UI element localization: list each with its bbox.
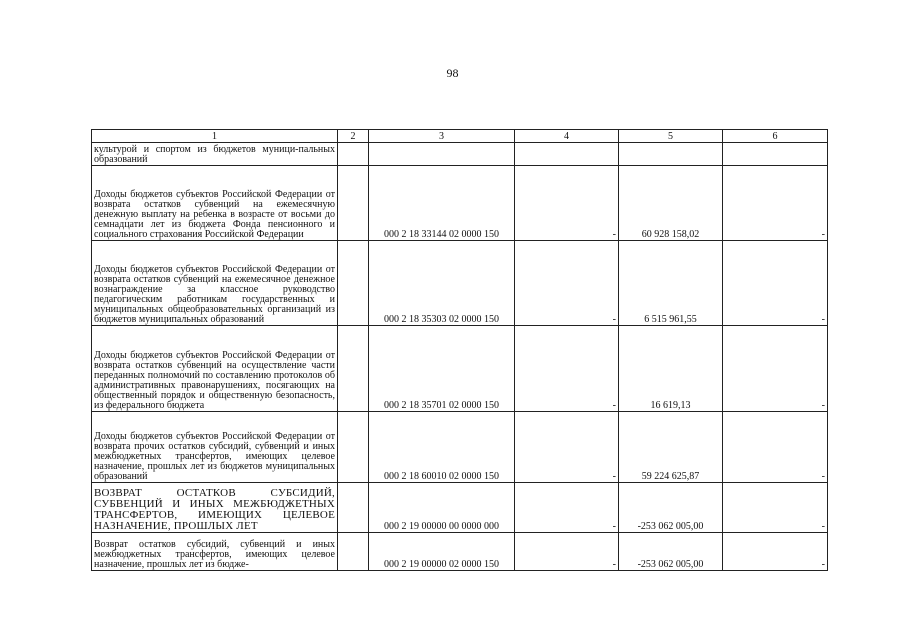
row-code: 000 2 18 35303 02 0000 150	[369, 241, 515, 326]
row-description: Доходы бюджетов субъектов Российской Федерации от возврата остатков субвенций на осуществление части переданных полномочий по составлению протоколов об административных правонарушениях, посягающих на общественный порядок и общественную безопасность, из федерального бюджета	[92, 326, 338, 412]
column-header-4: 4	[515, 130, 619, 143]
row-code	[369, 143, 515, 166]
row-description: Доходы бюджетов субъектов Российской Федерации от возврата остатков субвенций на ежемесячную денежную выплату на ребенка в возрасте от восьми до семнадцати лет из бюджета Фонда пенсионного и социального страхования Российской Федерации	[92, 166, 338, 241]
row-col6: -	[723, 483, 828, 533]
row-col4: -	[515, 483, 619, 533]
row-col2	[338, 533, 369, 571]
column-header-2: 2	[338, 130, 369, 143]
row-col6	[723, 143, 828, 166]
row-col4: -	[515, 533, 619, 571]
row-col6: -	[723, 241, 828, 326]
row-amount: 60 928 158,02	[619, 166, 723, 241]
table-row	[92, 143, 828, 166]
row-description: Возврат остатков субсидий, субвенций и иных межбюджетных трансфертов, имеющих целевое назначение, прошлых лет из бюдже-	[92, 533, 338, 571]
budget-table	[91, 129, 828, 571]
column-header-1: 1	[92, 130, 338, 143]
row-col4: -	[515, 326, 619, 412]
column-header-5: 5	[619, 130, 723, 143]
row-col4: -	[515, 412, 619, 483]
row-amount	[619, 143, 723, 166]
row-description: культурой и спортом из бюджетов муници-пальных образований	[92, 143, 338, 166]
row-code: 000 2 19 00000 02 0000 150	[369, 533, 515, 571]
row-code: 000 2 18 35701 02 0000 150	[369, 326, 515, 412]
table-row	[92, 483, 828, 533]
row-amount: -253 062 005,00	[619, 483, 723, 533]
row-col6: -	[723, 412, 828, 483]
row-col6: -	[723, 326, 828, 412]
row-description: Доходы бюджетов субъектов Российской Федерации от возврата остатков субвенций на ежемесячное денежное вознаграждение за классное руководство педагогическим работникам государственных и муниципальных общеобразовательных организаций из бюджетов муниципальных образований	[92, 241, 338, 326]
row-col2	[338, 241, 369, 326]
row-amount: 16 619,13	[619, 326, 723, 412]
row-description: Доходы бюджетов субъектов Российской Федерации от возврата прочих остатков субсидий, субвенций и иных межбюджетных трансфертов, имеющих целевое назначение, прошлых лет из бюджетов муниципальных образований	[92, 412, 338, 483]
row-col2	[338, 326, 369, 412]
row-col6: -	[723, 166, 828, 241]
row-amount: -253 062 005,00	[619, 533, 723, 571]
row-amount: 59 224 625,87	[619, 412, 723, 483]
table-row	[92, 166, 828, 241]
page-number: 98	[446, 66, 459, 80]
row-amount: 6 515 961,55	[619, 241, 723, 326]
row-col4: -	[515, 166, 619, 241]
table-body	[92, 143, 828, 571]
table-header-row	[92, 130, 828, 143]
row-col2	[338, 166, 369, 241]
row-col4	[515, 143, 619, 166]
row-code: 000 2 18 60010 02 0000 150	[369, 412, 515, 483]
row-description: ВОЗВРАТ ОСТАТКОВ СУБСИДИЙ, СУБВЕНЦИЙ И ИНЫХ МЕЖБЮДЖЕТНЫХ ТРАНСФЕРТОВ, ИМЕЮЩИХ ЦЕЛЕВОЕ НАЗНАЧЕНИЕ, ПРОШЛЫХ ЛЕТ	[92, 483, 338, 533]
column-header-6: 6	[723, 130, 828, 143]
row-col6: -	[723, 533, 828, 571]
row-col2	[338, 412, 369, 483]
table-row	[92, 533, 828, 571]
row-code: 000 2 18 33144 02 0000 150	[369, 166, 515, 241]
column-header-3: 3	[369, 130, 515, 143]
row-col2	[338, 143, 369, 166]
row-col4: -	[515, 241, 619, 326]
table-row	[92, 412, 828, 483]
row-col2	[338, 483, 369, 533]
row-code: 000 2 19 00000 00 0000 000	[369, 483, 515, 533]
table-row	[92, 241, 828, 326]
table-row	[92, 326, 828, 412]
